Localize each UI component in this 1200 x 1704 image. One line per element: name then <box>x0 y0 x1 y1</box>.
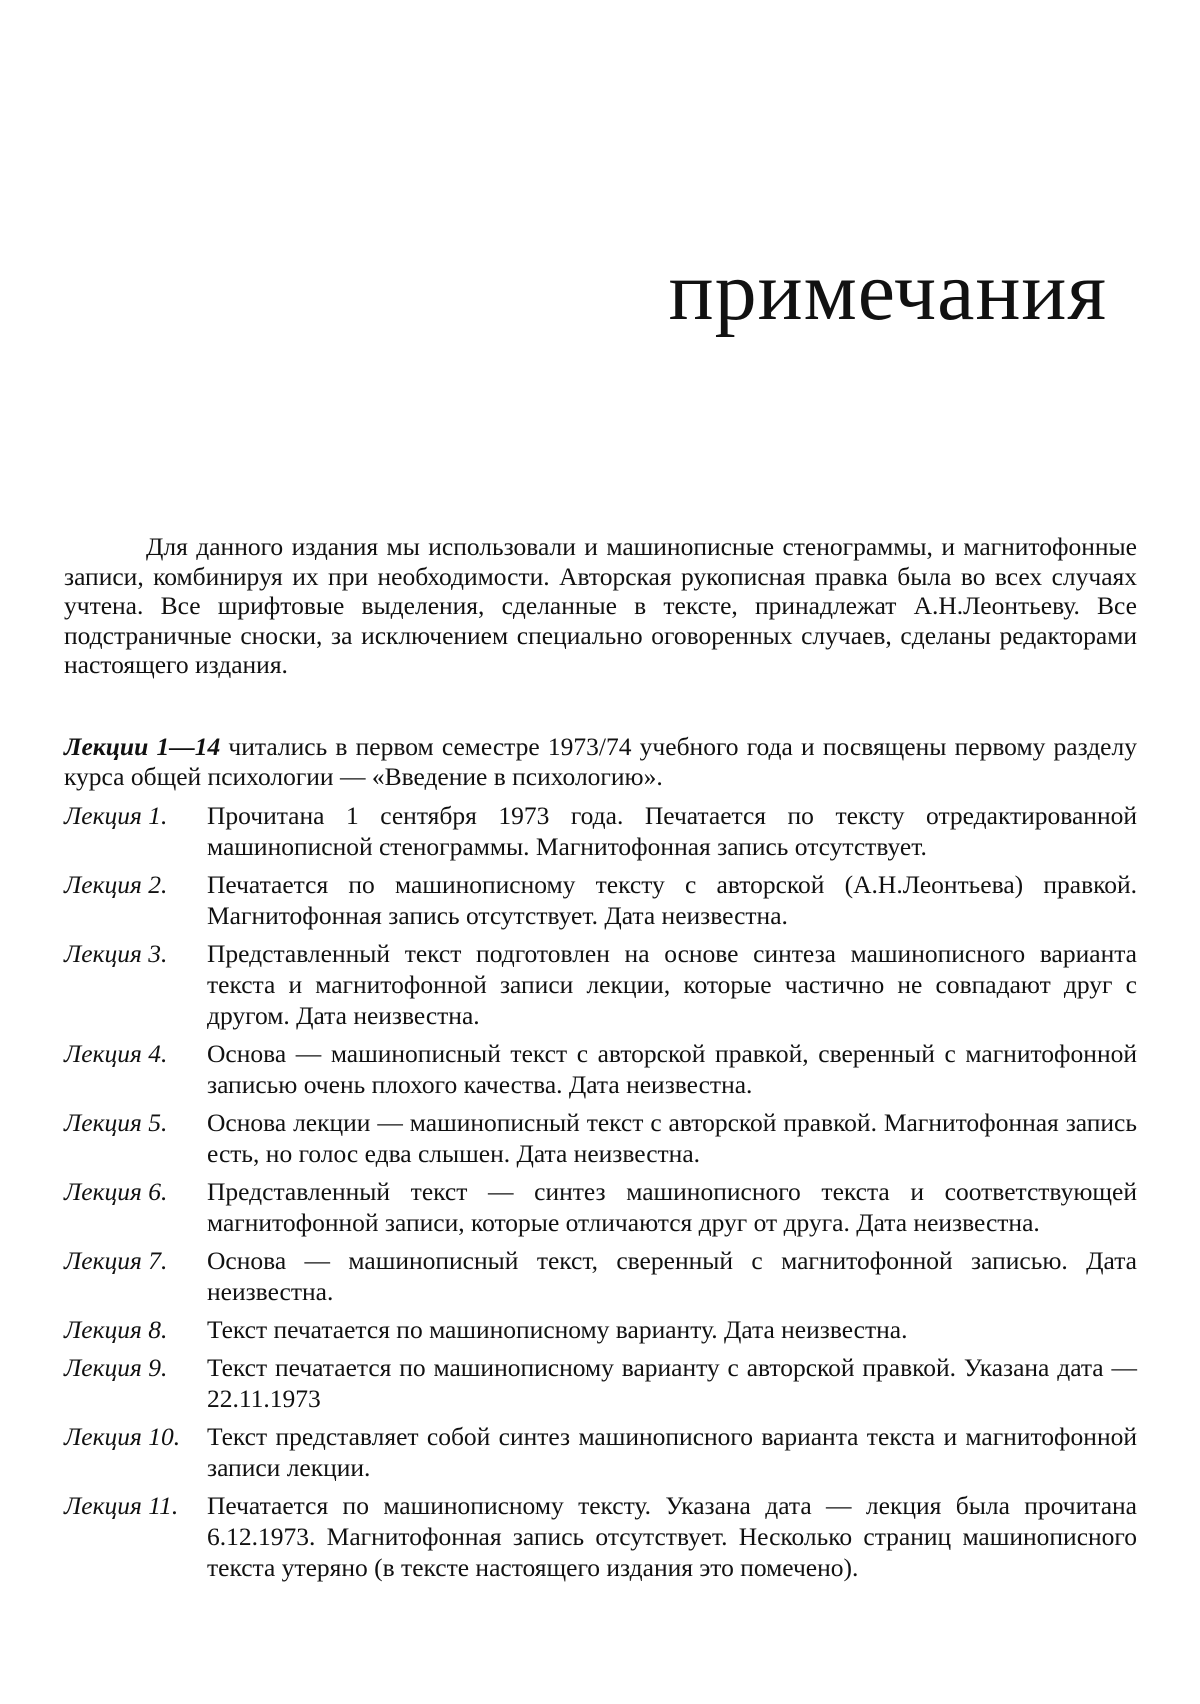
lecture-label: Лекция 1. <box>64 800 207 831</box>
lecture-note <box>64 1352 1137 1414</box>
lecture-note <box>64 1176 1137 1238</box>
lecture-label: Лекция 6. <box>64 1176 207 1207</box>
lecture-label: Лекция 2. <box>64 869 207 900</box>
lecture-label: Лекция 8. <box>64 1314 207 1345</box>
lecture-text: Текст печатается по машинописному варианту с авторской правкой. Указана дата — 22.11.1973 <box>207 1352 1137 1414</box>
lectures-summary-text: читались в первом семестре 1973/74 учебного года и посвящены первому разделу курса общей психологии — «Введение в психологию». <box>64 732 1137 791</box>
lecture-text: Основа — машинописный текст, сверенный с магнитофонной записью. Дата неизвестна. <box>207 1245 1137 1307</box>
lecture-note <box>64 938 1137 1031</box>
lecture-note <box>64 1245 1137 1307</box>
lecture-label: Лекция 5. <box>64 1107 207 1138</box>
lectures-summary-label: Лекции 1—14 <box>64 732 220 761</box>
lecture-text: Печатается по машинописному тексту с авторской (А.Н.Леонтьева) правкой. Магнитофонная запись отсутствует. Дата неизвестна. <box>207 869 1137 931</box>
lecture-text: Представленный текст подготовлен на основе синтеза машинописного варианта текста и магнитофонной записи лекции, которые частично не совпадают друг с другом. Дата неизвестна. <box>207 938 1137 1031</box>
lecture-label: Лекция 4. <box>64 1038 207 1069</box>
lecture-label: Лекция 10. <box>64 1421 207 1452</box>
lecture-note <box>64 1314 1137 1345</box>
page-title: примечания <box>669 250 1107 334</box>
lecture-text: Прочитана 1 сентября 1973 года. Печатается по тексту отредактированной машинописной стенограммы. Магнитофонная запись отсутствует. <box>207 800 1137 862</box>
page <box>0 0 1200 1704</box>
lecture-label: Лекция 3. <box>64 938 207 969</box>
lecture-note <box>64 869 1137 931</box>
lecture-text: Текст печатается по машинописному варианту. Дата неизвестна. <box>207 1314 1137 1345</box>
lecture-note <box>64 1490 1137 1583</box>
lecture-text: Текст представляет собой синтез машинописного варианта текста и магнитофонной записи лекции. <box>207 1421 1137 1483</box>
lecture-note <box>64 1038 1137 1100</box>
lecture-note <box>64 1421 1137 1483</box>
lecture-notes-list <box>64 800 1137 1590</box>
lecture-text: Представленный текст — синтез машинописного текста и соответствующей магнитофонной записи, которые отличаются друг от друга. Дата неизвестна. <box>207 1176 1137 1238</box>
lecture-note <box>64 800 1137 862</box>
lecture-label: Лекция 9. <box>64 1352 207 1383</box>
lecture-text: Основа — машинописный текст с авторской правкой, сверенный с магнитофонной записью очень плохого качества. Дата неизвестна. <box>207 1038 1137 1100</box>
lecture-note <box>64 1107 1137 1169</box>
lectures-summary <box>64 732 1137 792</box>
lecture-text: Основа лекции — машинописный текст с авторской правкой. Магнитофонная запись есть, но голос едва слышен. Дата неизвестна. <box>207 1107 1137 1169</box>
intro-paragraph: Для данного издания мы использовали и машинописные стенограммы, и магнитофонные записи, комбинируя их при необходимости. Авторская рукописная правка была во всех случаях учтена. Все шрифтовые выделения, сделанные в тексте, принадлежат А.Н.Леонтьеву. Все подстраничные сноски, за исключением специально оговоренных случаев, сделаны редакторами настоящего издания. <box>64 532 1137 680</box>
lecture-label: Лекция 7. <box>64 1245 207 1276</box>
lecture-text: Печатается по машинописному тексту. Указана дата — лекция была прочитана 6.12.1973. Магнитофонная запись отсутствует. Несколько страниц машинописного текста утеряно (в тексте настоящего издания это помечено). <box>207 1490 1137 1583</box>
lecture-label: Лекция 11. <box>64 1490 207 1521</box>
